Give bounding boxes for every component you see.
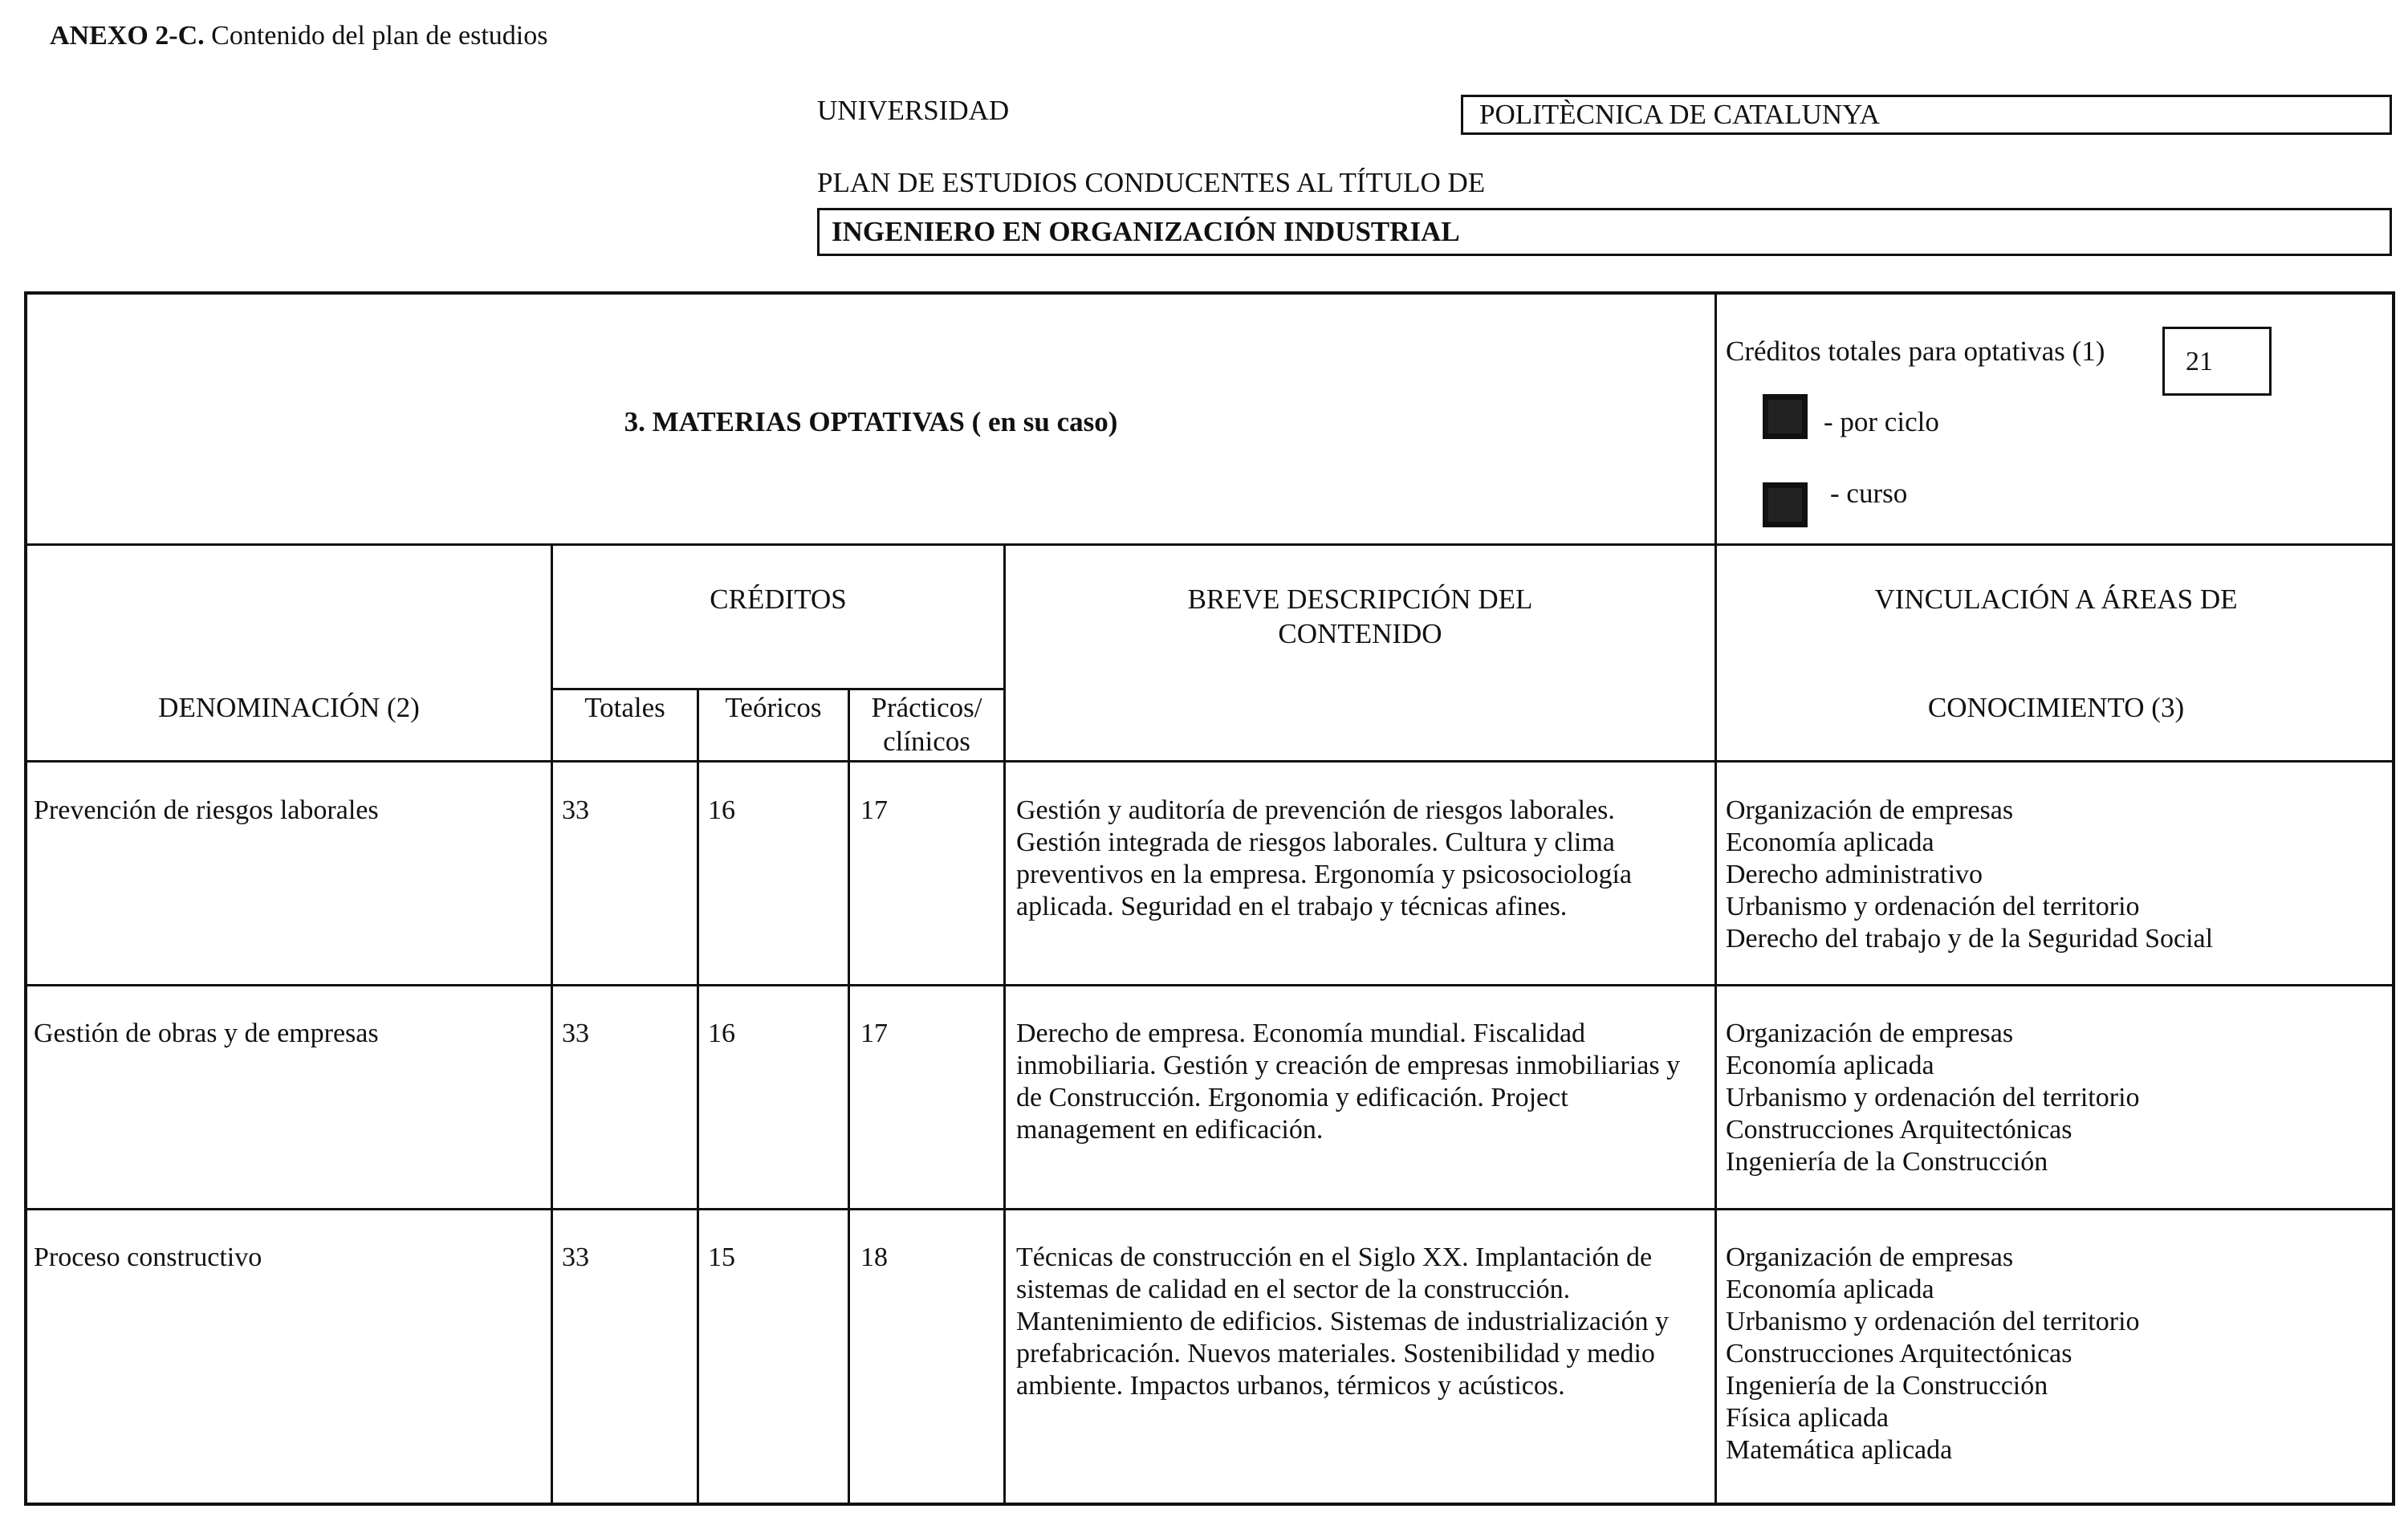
header-practicos-line2: clínicos: [883, 726, 970, 757]
header-teoricos: Teóricos: [725, 692, 822, 723]
university-label: UNIVERSIDAD: [817, 95, 1010, 126]
row-1-desc-line: Gestión integrada de riesgos laborales. Cultura y clima: [1016, 828, 1615, 857]
rule-row1-bottom: [24, 984, 2395, 986]
rule-credits-sub: [551, 688, 1006, 690]
rule-colheader-bottom: [24, 760, 2395, 763]
row-1-area: Derecho del trabajo y de la Seguridad Social: [1726, 924, 2214, 954]
rule-col-creditos: [1003, 543, 1006, 1506]
annex-heading: [50, 21, 547, 51]
header-descripcion-line1: BREVE DESCRIPCIÓN DEL: [1187, 584, 1533, 615]
per-course-checkbox[interactable]: [1763, 482, 1808, 527]
rule-col-denominacion: [551, 543, 553, 1506]
row-3-practicos: 18: [860, 1242, 888, 1272]
row-1-area: Economía aplicada: [1726, 828, 1934, 857]
row-1-desc-line: Gestión y auditoría de prevención de riesgos laborales.: [1016, 795, 1615, 825]
per-cycle-checkbox[interactable]: [1763, 394, 1808, 439]
row-3-desc-line: prefabricación. Nuevos materiales. Sostenibilidad y medio: [1016, 1339, 1655, 1368]
row-3-totales: 33: [562, 1242, 589, 1272]
plan-label: PLAN DE ESTUDIOS CONDUCENTES AL TÍTULO DE: [817, 167, 1486, 198]
section-title: 3. MATERIAS OPTATIVAS ( en su caso): [624, 406, 1118, 437]
row-3-area: Construcciones Arquitectónicas: [1726, 1339, 2072, 1368]
row-2-teoricos: 16: [708, 1019, 735, 1048]
row-3-desc-line: ambiente. Impactos urbanos, térmicos y acústicos.: [1016, 1371, 1565, 1401]
header-vinculacion-line1: VINCULACIÓN A ÁREAS DE: [1874, 584, 2238, 615]
row-1-teoricos: 16: [708, 795, 735, 825]
row-3-area: Economía aplicada: [1726, 1275, 1934, 1304]
row-2-desc-line: management en edificación.: [1016, 1115, 1324, 1145]
rule-col-teoricos: [848, 688, 850, 1506]
row-2-area: Economía aplicada: [1726, 1051, 1934, 1080]
row-1-desc-line: preventivos en la empresa. Ergonomía y psicosociología: [1016, 860, 1633, 889]
row-3-teoricos: 15: [708, 1242, 735, 1272]
optional-credits-value: 21: [2162, 327, 2272, 396]
row-3-area: Física aplicada: [1726, 1403, 1889, 1433]
optional-credits-label: Créditos totales para optativas (1): [1726, 336, 2105, 367]
rule-row2-bottom: [24, 1208, 2395, 1210]
row-2-area: Urbanismo y ordenación del territorio: [1726, 1083, 2140, 1112]
row-1-totales: 33: [562, 795, 589, 825]
annex-text: Contenido del plan de estudios: [211, 21, 548, 51]
row-1-area: Urbanismo y ordenación del territorio: [1726, 892, 2140, 921]
rule-header-bottom: [24, 543, 2395, 546]
row-2-area: Construcciones Arquitectónicas: [1726, 1115, 2072, 1145]
row-3-denominacion: Proceso constructivo: [34, 1242, 262, 1272]
row-3-area: Ingeniería de la Construcción: [1726, 1371, 2048, 1401]
row-2-desc-line: inmobiliaria. Gestión y creación de empresas inmobiliarias y: [1016, 1051, 1681, 1080]
per-cycle-label: - por ciclo: [1824, 406, 1939, 437]
row-1-area: Organización de empresas: [1726, 795, 2014, 825]
header-descripcion-line2: CONTENIDO: [1278, 618, 1442, 649]
row-1-area: Derecho administrativo: [1726, 860, 1983, 889]
row-3-desc-line: sistemas de calidad en el sector de la construcción.: [1016, 1275, 1571, 1304]
row-3-desc-line: Técnicas de construcción en el Siglo XX. Implantación de: [1016, 1242, 1653, 1272]
row-2-desc-line: Derecho de empresa. Economía mundial. Fiscalidad: [1016, 1019, 1586, 1048]
row-2-denominacion: Gestión de obras y de empresas: [34, 1019, 379, 1048]
row-1-desc-line: aplicada. Seguridad en el trabajo y técnicas afines.: [1016, 892, 1568, 921]
row-2-desc-line: de Construcción. Ergonomia y edificación. Project: [1016, 1083, 1568, 1112]
row-2-practicos: 17: [860, 1019, 888, 1048]
degree-title-box: INGENIERO EN ORGANIZACIÓN INDUSTRIAL: [817, 208, 2392, 256]
rule-col-descripcion: [1714, 291, 1717, 1506]
row-3-area: Urbanismo y ordenación del territorio: [1726, 1307, 2140, 1336]
per-course-label: - curso: [1830, 478, 1908, 509]
header-vinculacion-line2: CONOCIMIENTO (3): [1927, 692, 2185, 723]
annex-label: ANEXO 2-C.: [50, 21, 205, 51]
rule-col-totales: [697, 688, 699, 1506]
row-3-area: Organización de empresas: [1726, 1242, 2014, 1272]
header-practicos-line1: Prácticos/: [871, 692, 982, 723]
row-3-desc-line: Mantenimiento de edificios. Sistemas de industrialización y: [1016, 1307, 1669, 1336]
row-2-area: Ingeniería de la Construcción: [1726, 1147, 2048, 1177]
header-creditos: CRÉDITOS: [710, 584, 847, 615]
row-2-area: Organización de empresas: [1726, 1019, 2014, 1048]
row-1-practicos: 17: [860, 795, 888, 825]
row-1-denominacion: Prevención de riesgos laborales: [34, 795, 379, 825]
header-denominacion: DENOMINACIÓN (2): [158, 692, 420, 723]
header-totales: Totales: [584, 692, 665, 723]
row-3-area: Matemática aplicada: [1726, 1435, 1953, 1465]
row-2-totales: 33: [562, 1019, 589, 1048]
university-name-box: POLITÈCNICA DE CATALUNYA: [1461, 95, 2392, 135]
